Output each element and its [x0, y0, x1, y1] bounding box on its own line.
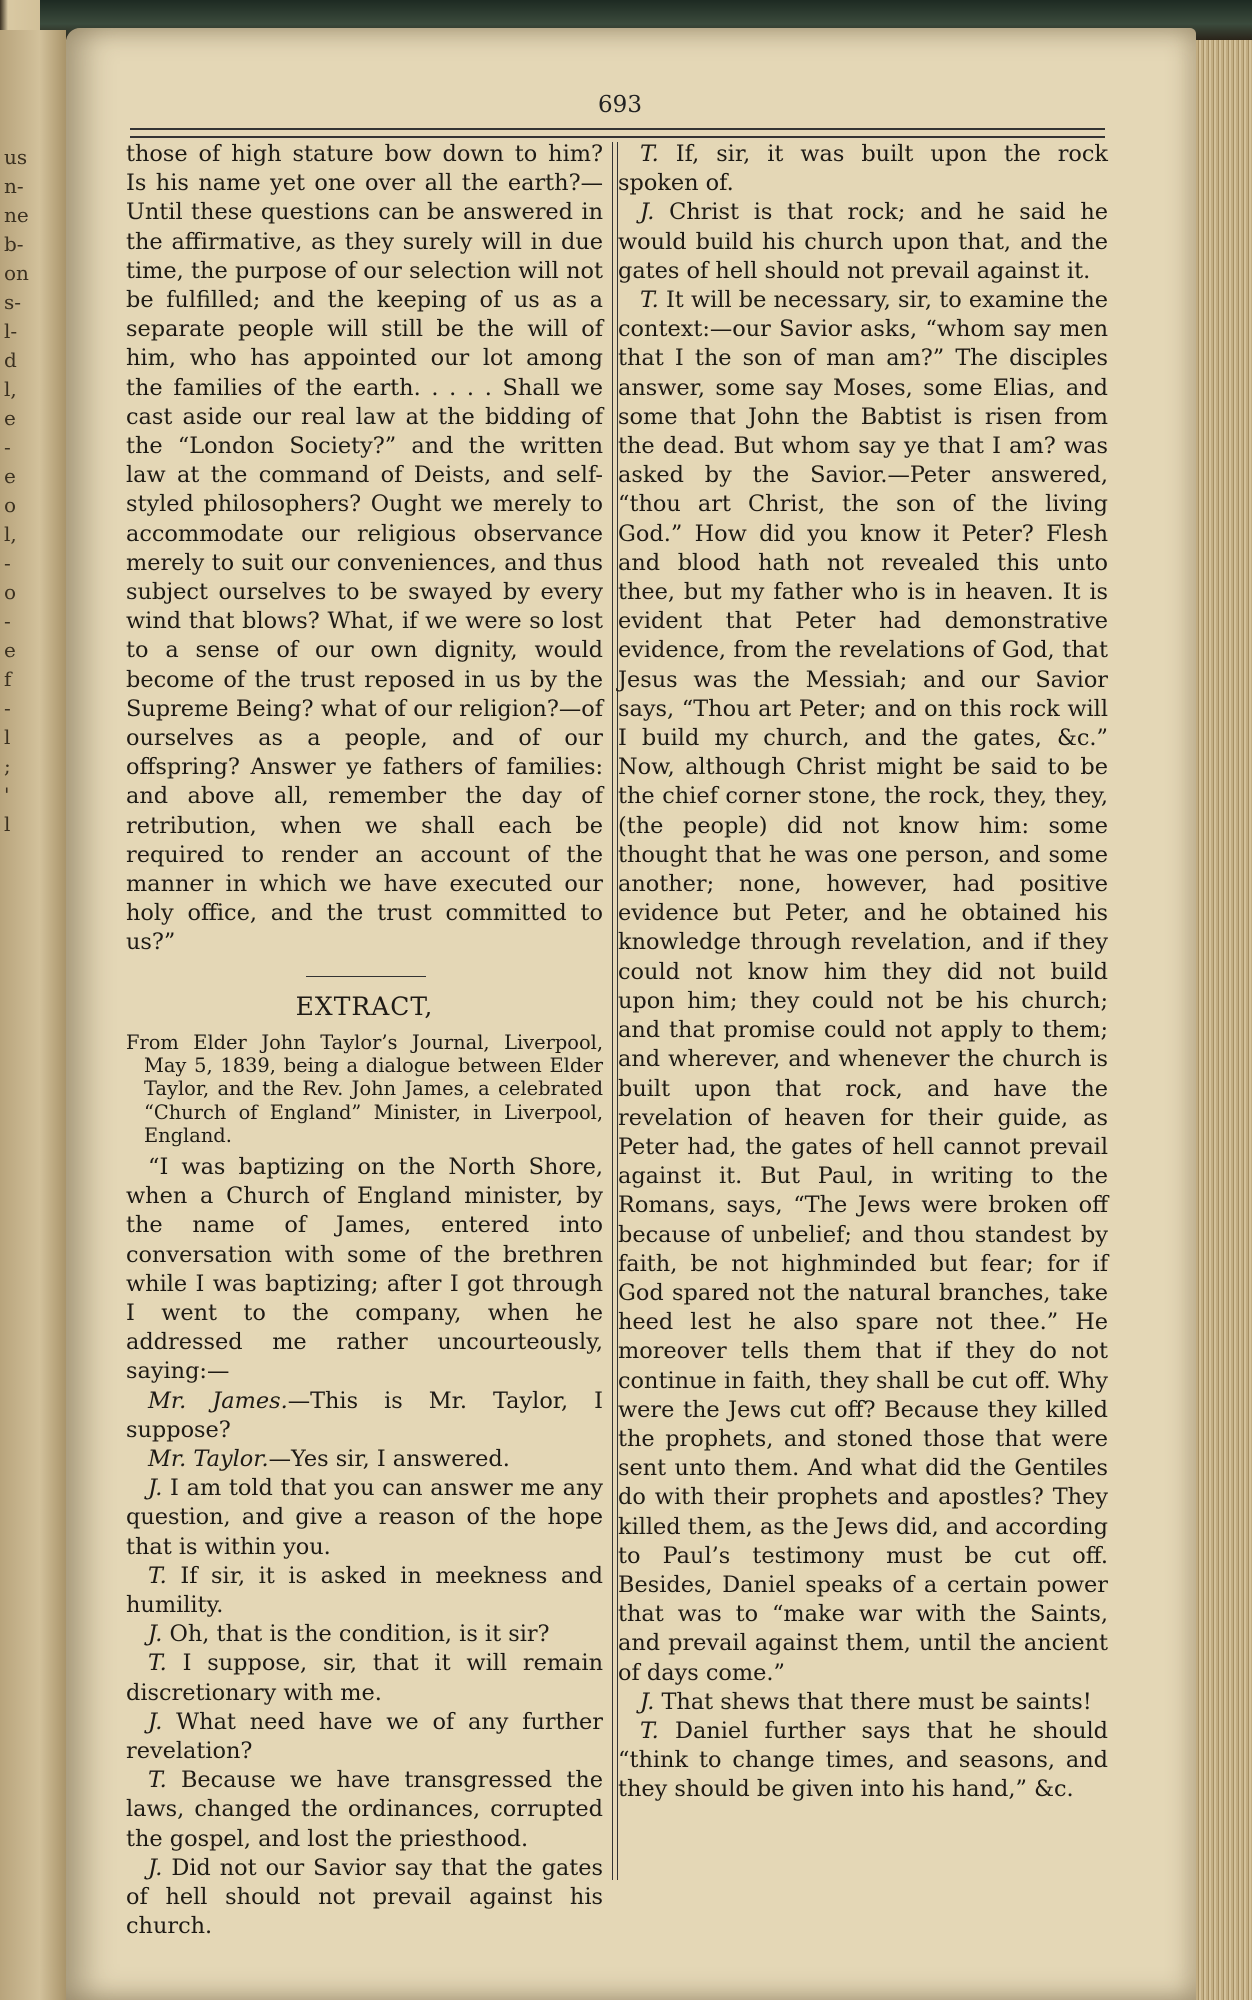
dialogue-text: Oh, that is the condition, is it sir?	[162, 1621, 550, 1648]
speaker-label: J.	[640, 199, 655, 226]
left-margin-fragment: -	[4, 696, 11, 720]
left-margin-fragment: e	[4, 638, 16, 662]
left-margin-fragment: -	[4, 435, 11, 459]
left-margin-fragment: -	[4, 609, 11, 633]
left-paragraph-1: those of high stature bow down to him? Is his name yet one over all the earth?—Until these questions can be answered in the affirmative, as they surely will in due time, the purpose of our selection will not be fulfilled; and the keeping of us as a separate people will still be the will of him, who has appointed our lot among the families of the earth. . . . . Shall we cast aside our real law at the bidding of the “London Society?” and the written law at the command of Deists, and self-styled philosophers? Ought we merely to accommodate our religious observance merely to suit our conveniences, and thus subject ourselves to be swayed by every wind that blows? What, if we were so lost to a sense of our own dignity, would become of the trust reposed in us by the Supreme Being? what of our religion?—of ourselves as a people, and of our offspring? Answer ye fathers of families: and above all, remember the day of retribution, when we shall each be required to render an account of the manner in which we have executed our holy office, and the trust committed to us?”	[126, 141, 603, 956]
dialogue-text: Because we have transgressed the laws, changed the ordinances, corrupted the gospel, and lost the priesthood.	[126, 1767, 603, 1852]
speaker-label: J.	[148, 1854, 163, 1881]
left-margin-fragment: l,	[4, 522, 17, 546]
left-margin-fragment: l-	[4, 319, 18, 343]
left-column	[126, 140, 603, 1941]
right-dialogue-paragraph	[618, 1717, 1108, 1805]
dialogue-text: Christ is that rock; and he said he would build his church upon that, and the gates of hell should not prevail against it.	[618, 199, 1108, 284]
right-dialogue-paragraph	[618, 198, 1108, 286]
right-dialogue	[618, 140, 1108, 1805]
dialogue-text: That shews that there must be saints!	[654, 1688, 1092, 1715]
left-dialogue-paragraph	[126, 1153, 603, 1387]
speaker-label: T.	[148, 1650, 167, 1677]
left-dialogue-paragraph	[126, 1562, 603, 1620]
dialogue-text: I suppose, sir, that it will remain discretionary with me.	[126, 1650, 603, 1706]
speaker-label: J.	[148, 1708, 163, 1735]
page-number: 693	[598, 92, 642, 118]
left-dialogue-paragraph	[126, 1854, 603, 1942]
left-margin-fragment: -	[4, 551, 11, 575]
left-margin-fragment: f	[4, 667, 12, 691]
left-margin-fragment: '	[4, 783, 10, 807]
left-margin-fragment: e	[4, 406, 16, 430]
left-margin-fragment: o	[4, 580, 17, 604]
extract-heading: EXTRACT,	[126, 992, 603, 1021]
left-dialogue-paragraph	[126, 1620, 603, 1649]
header-rule	[130, 128, 1105, 138]
left-margin-fragment: l	[4, 812, 11, 836]
left-dialogue-paragraph	[126, 1766, 603, 1854]
left-margin-fragment: s-	[4, 290, 22, 314]
left-margin-fragment: n-	[4, 174, 24, 198]
speaker-label: J.	[148, 1621, 163, 1648]
dialogue-text: “I was baptizing on the North Shore, when a Church of England minister, by the name of James, entered into conversation with some of the brethren while I was baptizing; after I got through I went to the company, when he addressed me rather uncourteously, saying:—	[126, 1153, 603, 1385]
dialogue-text: It will be necessary, sir, to examine the context:—our Savior asks, “whom say men that I the son of man am?” The disciples answer, some say Moses, some Elias, and some that John the Babtist is risen from the dead. But whom say ye that I am? was asked by the Savior.—Peter answered, “thou art Christ, the son of the living God.” How did you know it Peter? Flesh and blood hath not revealed this unto thee, but my father who is in heaven. It is evident that Peter had demonstrative evidence, from the revelations of God, that Jesus was the Messiah; and our Savior says, “Thou art Peter; and on this rock will I build my church, and the gates, &c.” Now, although Christ might be said to be the chief corner stone, the rock, they, they, (the people) did not know him: some thought that he was one person, and some another; none, however, had positive evidence but Peter, and he obtained his knowledge through revelation, and if they could not know him they did not build upon him; they could not be his church; and that promise could not apply to them; and wherever, and whenever the church is built upon that rock, and have the revelation of heaven for their guide, as Peter had, the gates of hell cannot prevail against it. But Paul, in writing to the Romans, says, “The Jews were broken off because of unbelief; and thou standest by faith, be not highminded but fear; for if God spared not the natural branches, take heed lest he also spare not thee.” He moreover tells them that if they do not continue in faith, they shall be cut off. Why were the Jews cut off? Because they killed the prophets, and stoned those that were sent unto them. And what did the Gentiles do with their prophets and apostles? They killed them, as the Jews did, and according to Paul’s testimony must be cut off. Besides, Daniel speaks of a certain power that was to “make war with the Saints, and prevail against them, until the ancient of days come.”	[618, 287, 1108, 1686]
right-column	[618, 140, 1108, 1805]
left-dialogue-paragraph	[126, 1387, 603, 1445]
dialogue-text: What need have we of any further revelation?	[126, 1708, 603, 1764]
left-margin-fragment: on	[4, 261, 29, 285]
right-dialogue-paragraph	[618, 140, 1108, 198]
page-fore-edge	[1196, 40, 1252, 2000]
left-margin-fragment: us	[4, 145, 28, 169]
left-margin-fragment: l	[4, 725, 11, 749]
right-dialogue-paragraph	[618, 286, 1108, 1688]
left-margin-fragment: ne	[4, 203, 29, 227]
left-margin-fragment: l,	[4, 377, 17, 401]
dialogue-text: —Yes sir, I answered.	[268, 1445, 510, 1472]
left-margin-fragment: o	[4, 493, 17, 517]
speaker-label: T.	[640, 287, 659, 314]
extract-source: From Elder John Taylor’s Journal, Liverpool, May 5, 1839, being a dialogue between Elder Taylor, and the Rev. John James, a celebrated “Church of England” Minister, in Liverpool, England.	[126, 1030, 603, 1147]
dialogue-text: —This is Mr. Taylor, I suppose?	[126, 1387, 603, 1443]
right-dialogue-paragraph	[618, 1688, 1108, 1717]
dialogue-text: Did not our Savior say that the gates of hell should not prevail against his church.	[126, 1854, 603, 1940]
dialogue-text: Daniel further says that he should “think to change times, and seasons, and they should be given into his hand,” &c.	[618, 1717, 1108, 1803]
left-margin-fragment: b-	[4, 232, 24, 256]
left-margin-fragment: e	[4, 464, 16, 488]
left-margin-fragment: d	[4, 348, 17, 372]
left-dialogue-paragraph	[126, 1474, 603, 1562]
left-dialogue-paragraph	[126, 1649, 603, 1707]
dialogue-text: I am told that you can answer me any question, and give a reason of the hope that is within you.	[126, 1475, 603, 1560]
speaker-label: J.	[640, 1688, 655, 1715]
left-dialogue	[126, 1153, 603, 1941]
left-margin-fragment: ;	[4, 754, 11, 778]
speaker-label: J.	[148, 1475, 163, 1502]
dialogue-text: If, sir, it was built upon the rock spoken of.	[618, 141, 1108, 197]
left-dialogue-paragraph	[126, 1445, 603, 1474]
speaker-label: Mr. Taylor.	[148, 1445, 269, 1472]
speaker-label: Mr. James.	[148, 1387, 288, 1414]
speaker-label: T.	[640, 1717, 659, 1744]
dialogue-text: If sir, it is asked in meekness and humility.	[126, 1562, 603, 1618]
speaker-label: T.	[148, 1562, 167, 1589]
left-dialogue-paragraph	[126, 1708, 603, 1766]
left-page-margin	[0, 30, 66, 2000]
speaker-label: T.	[148, 1767, 167, 1794]
speaker-label: T.	[640, 141, 659, 167]
